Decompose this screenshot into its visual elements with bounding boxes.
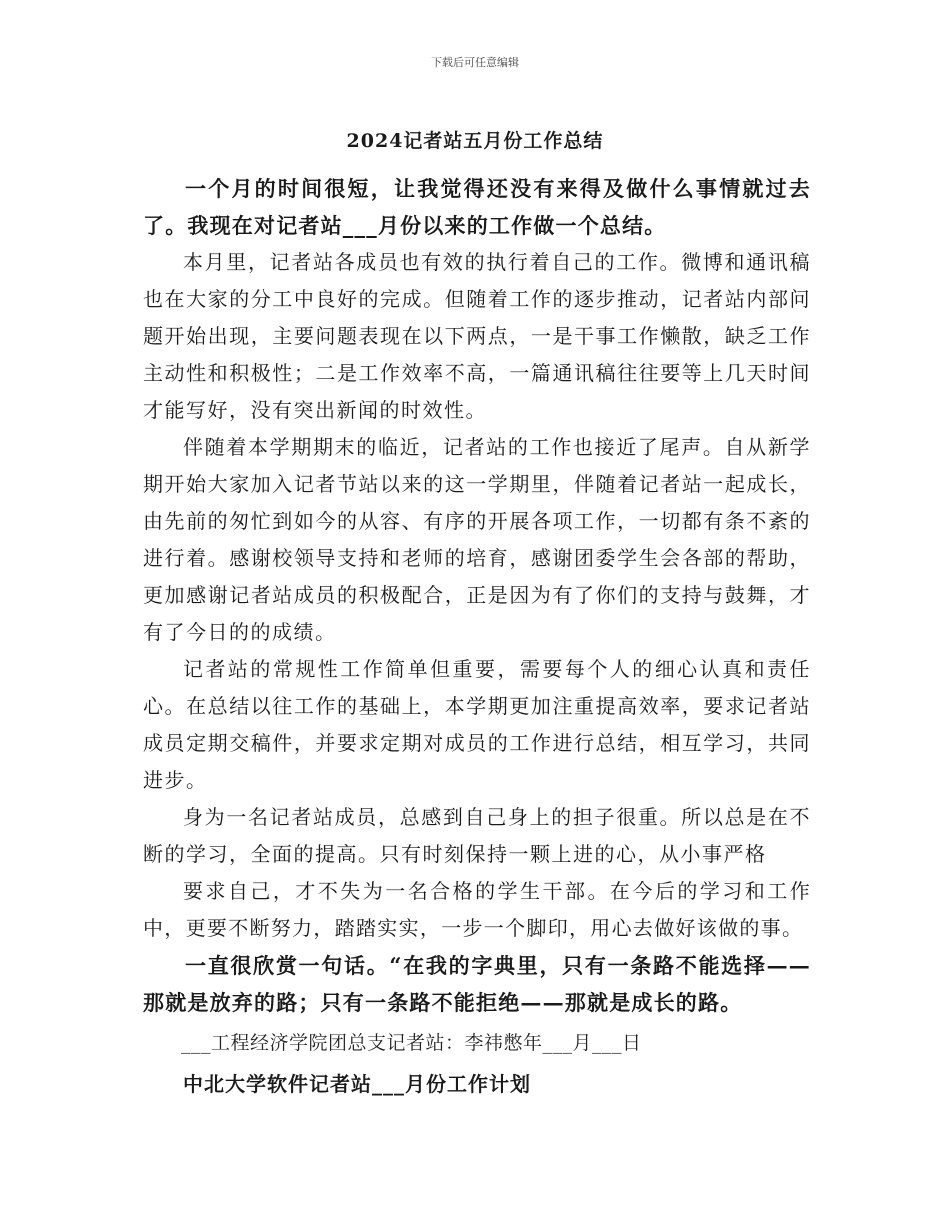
document-body xyxy=(143,170,811,1103)
intro-paragraph: 一个月的时间很短，让我觉得还没有来得及做什么事情就过去了。我现在对记者站___月份以来的工作做一个总结。 xyxy=(143,176,811,238)
document-title: 2024记者站五月份工作总结 xyxy=(346,130,604,152)
body-paragraph: 身为一名记者站成员，总感到自己身上的担子很重。所以总是在不断的学习，全面的提高。只有时刻保持一颗上进的心，从小事严格 xyxy=(143,805,811,866)
body-paragraph: 记者站的常规性工作简单但重要，需要每个人的细心认真和责任心。在总结以往工作的基础上，本学期更加注重提高效率，要求记者站成员定期交稿件，并要求定期对成员的工作进行总结，相互学习，共同进步。 xyxy=(143,657,811,792)
header-note: 下载后可任意编辑 xyxy=(431,56,519,69)
quote-paragraph: 一直很欣赏一句话。“在我的字典里，只有一条路不能选择——那就是放弃的路；只有一条路不能拒绝——那就是成长的路。 xyxy=(143,953,811,1015)
body-paragraph: 本月里，记者站各成员也有效的执行着自己的工作。微博和通讯稿也在大家的分工中良好的完成。但随着工作的逐步推动，记者站内部问题开始出现，主要问题表现在以下两点，一是干事工作懒散，缺乏工作主动性和积极性；二是工作效率不高，一篇通讯稿往往要等上几天时间才能写好，没有突出新闻的时效性。 xyxy=(143,250,811,422)
plan-heading: 中北大学软件记者站___月份工作计划 xyxy=(183,1072,531,1096)
body-paragraph: 要求自己，才不失为一名合格的学生干部。在今后的学习和工作中，更要不断努力，踏踏实实，一步一个脚印，用心去做好该做的事。 xyxy=(143,879,811,940)
body-paragraph: 伴随着本学期期末的临近，记者站的工作也接近了尾声。自从新学期开始大家加入记者节站以来的这一学期里，伴随着记者站一起成长，由先前的匆忙到如今的从容、有序的开展各项工作，一切都有条不紊的进行着。感谢校领导支持和老师的培育，感谢团委学生会各部的帮助，更加感谢记者站成员的积极配合，正是因为有了你们的支持与鼓舞，才有了今日的的成绩。 xyxy=(143,435,811,644)
signature-line: ___工程经济学院团总支记者站：李祎憋年___月___日 xyxy=(181,1032,642,1054)
